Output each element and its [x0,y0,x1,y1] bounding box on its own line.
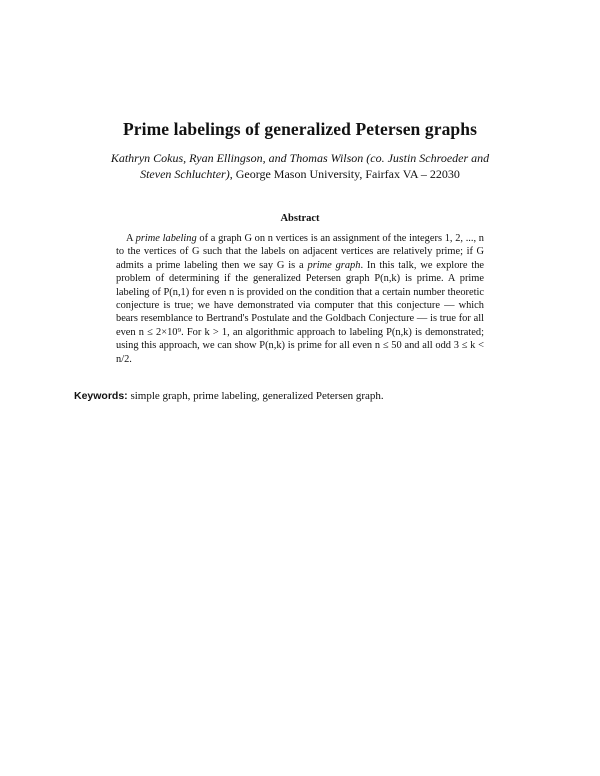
author-block [96,150,504,182]
paper-title: Prime labelings of generalized Petersen graphs [122,119,478,139]
keywords-label: Keywords: [74,390,128,402]
abstract-term-prime-graph: prime graph [307,259,361,271]
affiliation: , George Mason University, Fairfax VA – 22030 [229,167,460,181]
abstract-term-prime-labeling: prime labeling [135,233,197,244]
abstract-part-3: . In this talk, we explore the problem of determining if the generalized Petersen graph P(n,k) is prime. A prime labeling of P(n,1) for even n is provided on the condition that a certain number theoretic conjecture is true; we have demonstrated via computer that this conjecture — which bears resemblance to Bertrand's Postulate and the Goldbach Conjecture — is true for all even n ≤ 2×10⁹. For k > 1, an algorithmic approach to labeling P(n,k) is demonstrated; using this approach, we can show P(n,k) is prime for all even n ≤ 50 and all odd 3 ≤ k < n/2. [116,259,485,365]
abstract-body [116,232,484,366]
keywords-line [74,390,534,402]
keywords-text: simple graph, prime labeling, generalized Petersen graph. [127,390,384,402]
abstract-part-2: of a graph G on n vertices is an assignment of the integers 1, 2, ..., n to the vertices of G such that the labels on adjacent vertices are relatively prime; if G admits a prime labeling then we say G is a [116,233,485,271]
abstract-part-1: A [126,233,136,244]
abstract-heading: Abstract [280,213,320,224]
author-names: Kathryn Cokus, Ryan Ellingson, and Thomas Wilson (co. Justin Schroeder and Steven Schluchter) [110,151,490,181]
